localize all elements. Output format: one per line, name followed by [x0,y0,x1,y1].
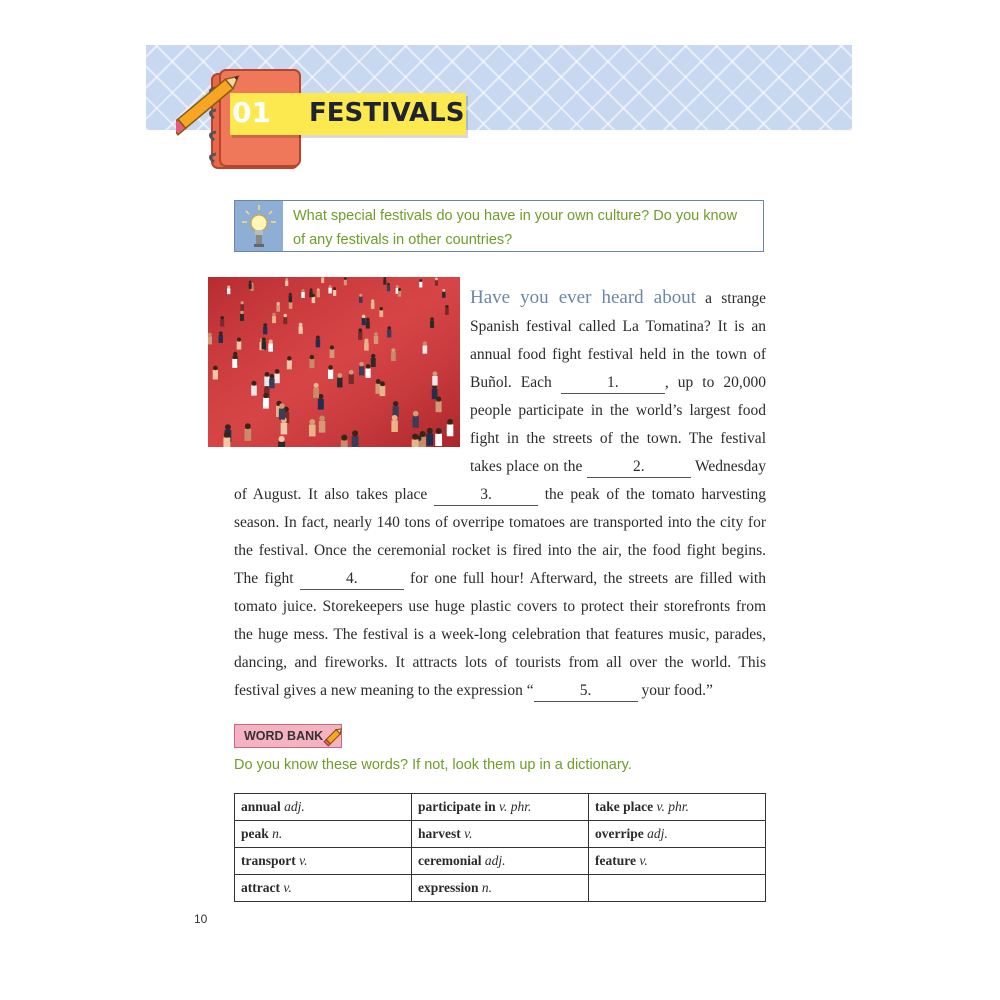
reading-passage [234,284,766,705]
page-number: 10 [194,912,208,926]
word-cell [235,794,412,821]
vocab-word: participate in [418,799,496,814]
pencil-icon [322,724,346,748]
word-cell [589,848,766,875]
word-cell [589,821,766,848]
vocab-word: harvest [418,826,461,841]
part-of-speech: v. [639,853,648,868]
lightbulb-icon [235,201,283,251]
passage-segment: Wednesday of August. It also takes place [234,458,767,503]
part-of-speech: v. [283,880,292,895]
question-icon-panel [235,201,283,251]
blank-5[interactable]: 5. [534,681,638,702]
passage-segment: your food.” [637,682,713,699]
part-of-speech: v. phr. [499,799,532,814]
vocab-word: ceremonial [418,853,482,868]
word-bank-instruction: Do you know these words? If not, look them up in a dictionary. [234,757,632,773]
word-bank-table [234,793,766,902]
passage-segment: a strange Spanish festival called La Tomatina? It is an annual food fight festival held in the town of Buñol. Each [470,290,766,391]
part-of-speech: v. [299,853,308,868]
vocab-word: expression [418,880,479,895]
word-cell [235,848,412,875]
word-cell [589,875,766,902]
word-cell [412,875,589,902]
passage-lead: Have you ever heard about [470,287,696,308]
word-cell [235,875,412,902]
crowd-figure [220,316,224,327]
blank-3[interactable]: 3. [434,485,538,506]
vocab-word: transport [241,853,296,868]
part-of-speech: adj. [284,799,305,814]
table-row [235,794,766,821]
vocab-word: peak [241,826,269,841]
blank-4[interactable]: 4. [300,569,404,590]
table-row [235,821,766,848]
part-of-speech: n. [272,826,283,841]
crowd-figure [227,286,230,295]
crowd-figure [223,432,230,447]
blank-2[interactable]: 2. [587,457,691,478]
part-of-speech: v. phr. [656,799,689,814]
warmup-question-text: What special festivals do you have in your own culture? Do you know of any festivals in other countries? [293,208,738,248]
warmup-question-box [234,200,764,252]
crowd-figure [321,277,324,283]
part-of-speech: adj. [484,853,506,868]
word-cell [412,821,589,848]
unit-title: FESTIVALS [309,98,465,128]
part-of-speech: v. [464,826,473,841]
table-row [235,875,766,902]
crowd-figure [208,333,212,345]
word-cell [589,794,766,821]
word-cell [235,821,412,848]
vocab-word: take place [595,799,654,814]
unit-number: 01 [232,96,271,129]
vocab-word: feature [595,853,636,868]
passage-segment: the peak of the tomato harvesting season. In fact, nearly 140 tons of overripe tomatoes are transported into the city for the festival. Once the ceremonial rocket is fired into the air, the food fight begins. The fight [234,486,766,587]
crowd-figure [219,331,223,343]
vocab-word: annual [241,799,281,814]
crowd-figure [213,366,218,380]
table-row [235,848,766,875]
word-cell [412,848,589,875]
part-of-speech: n. [481,880,493,895]
vocab-word: overripe [595,826,644,841]
part-of-speech: adj. [647,826,668,841]
passage-segment: for one full hour! Afterward, the streets are filled with tomato juice. Storekeepers use huge plastic covers to protect their storefronts from the huge mess. The festival is a week-long celebration that features music, parades, dancing, and fireworks. It attracts lots of tourists from all over the world. This festival gives a new meaning to the expression “ [234,570,766,699]
word-bank-label: WORD BANK [234,724,342,748]
passage-segment: , up to 20,000 people participate in the world’s largest food fight in the streets of the town. The festival takes place on the [470,374,766,475]
blank-1[interactable]: 1. [561,373,665,394]
word-cell [412,794,589,821]
vocab-word: attract [241,880,280,895]
